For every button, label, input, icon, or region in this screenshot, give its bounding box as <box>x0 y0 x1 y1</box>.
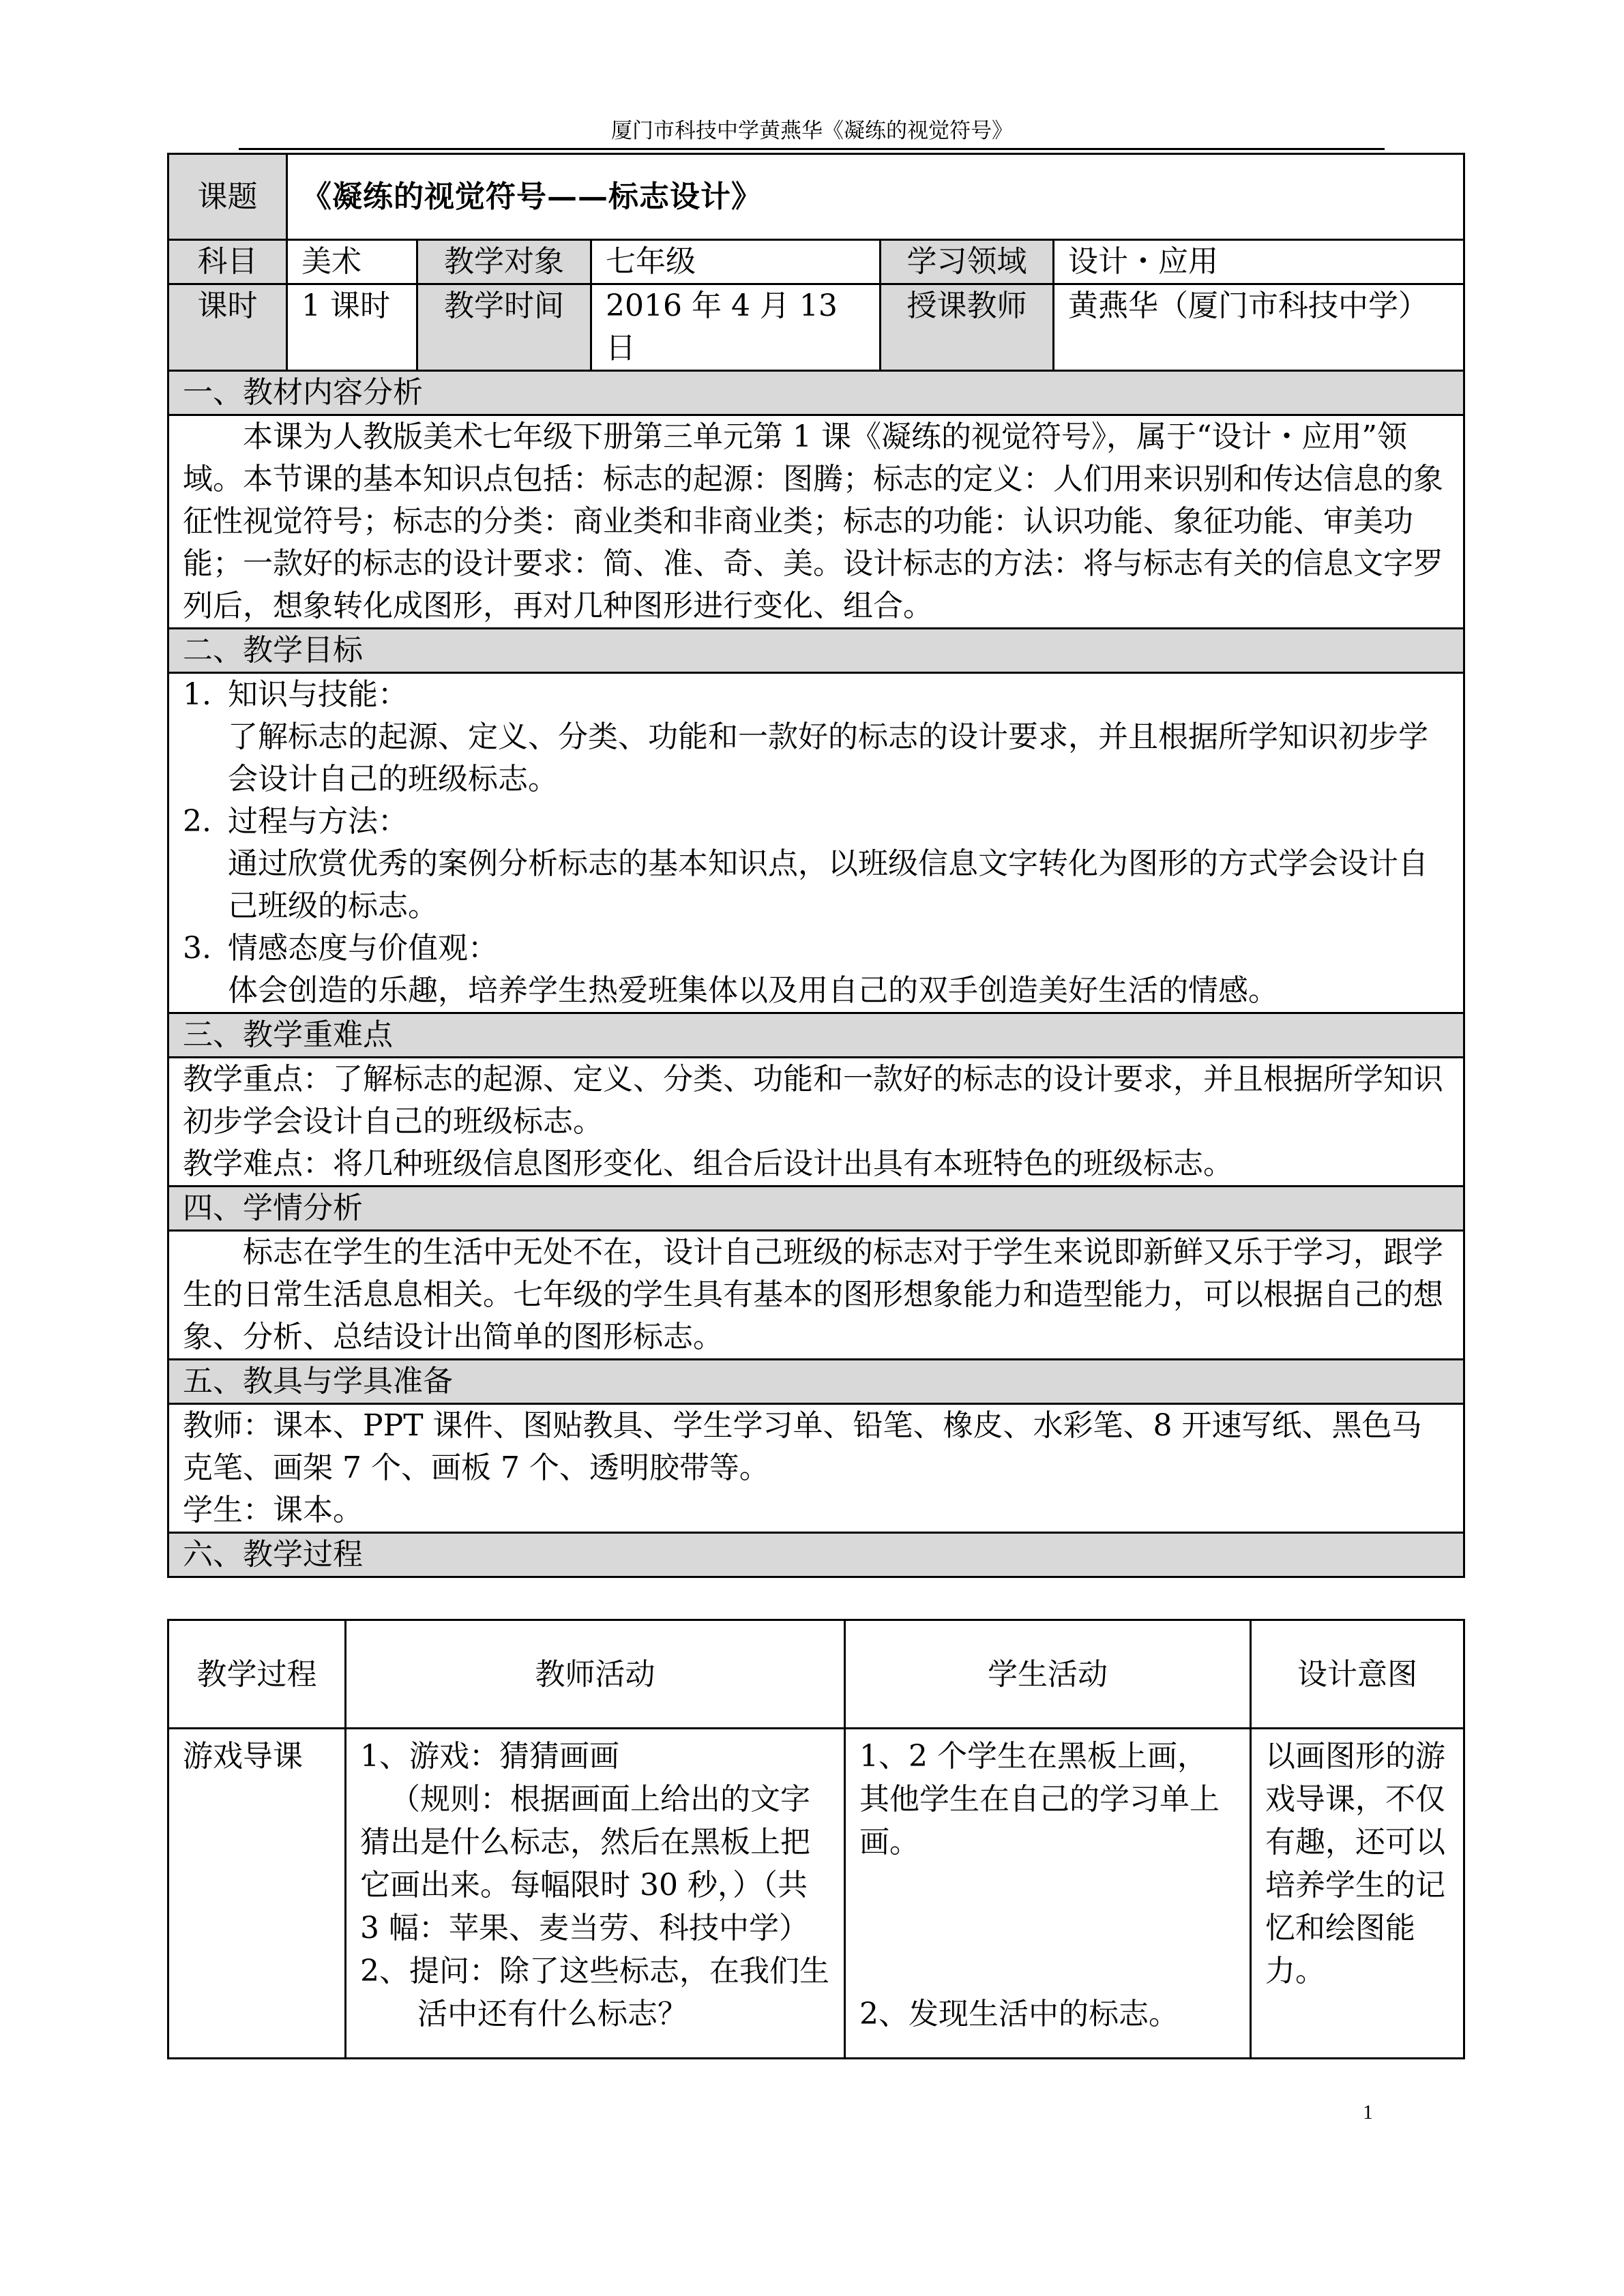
material-analysis-text: 本课为人教版美术七年级下册第三单元第 1 课《凝练的视觉符号》，属于“设计・应用”领域。本节课的基本知识点包括：标志的起源：图腾；标志的定义：人们用来识别和传达信息的象征性视觉符号；标志的分类：商业类和非商业类；标志的功能：认识功能、象征功能、审美功能；一款好的标志的设计要求：简、准、奇、美。设计标志的方法：将与标志有关的信息文字罗列后，想象转化成图形，再对几种图形进行变化、组合。 <box>183 419 1443 623</box>
objective-detail: 了解标志的起源、定义、分类、功能和一款好的标志的设计要求，并且根据所学知识初步学会设计自己的班级标志。 <box>228 719 1428 796</box>
objective-detail: 通过欣赏优秀的案例分析标志的基本知识点，以班级信息文字转化为图形的方式学会设计自己班级的标志。 <box>228 846 1428 923</box>
difficult-point-text: 教学难点：将几种班级信息图形变化、组合后设计出具有本班特色的班级标志。 <box>183 1146 1233 1181</box>
audience-label: 教学对象 <box>417 240 591 284</box>
process-header-student: 学生活动 <box>845 1620 1251 1729</box>
section-title-key-points: 三、教学重难点 <box>168 1013 1464 1058</box>
student-analysis-text: 标志在学生的生活中无处不在，设计自己班级的标志对于学生来说即新鲜又乐于学习，跟学生的日常生活息息相关。七年级的学生具有基本的图形想象能力和造型能力，可以根据自己的想象、分析、总结设计出简单的图形标志。 <box>183 1235 1443 1354</box>
student-step: 2、发现生活中的标志。 <box>859 1997 1179 2031</box>
header-rule <box>239 148 1385 150</box>
title-label: 课题 <box>168 154 287 240</box>
student-materials-text: 学生：课本。 <box>183 1493 363 1527</box>
objectives-list <box>168 673 1464 1013</box>
subject-value: 美术 <box>287 240 417 284</box>
section-title-student-analysis: 四、学情分析 <box>168 1187 1464 1231</box>
teacher-step: 1、游戏：猜猜画画 <box>360 1739 619 1774</box>
process-teacher-activity <box>346 1729 845 2059</box>
key-point-text: 教学重点：了解标志的起源、定义、分类、功能和一款好的标志的设计要求，并且根据所学知识初步学会设计自己的班级标志。 <box>183 1062 1443 1139</box>
process-header-teacher: 教师活动 <box>346 1620 845 1729</box>
field-label: 学习领域 <box>881 240 1054 284</box>
student-step: 1、2 个学生在黑板上画，其他学生在自己的学习单上画。 <box>859 1739 1220 1860</box>
time-value: 2016 年 4 月 13 日 <box>591 284 881 371</box>
teacher-value: 黄燕华（厦门市科技中学） <box>1054 284 1464 371</box>
lesson-info-table <box>167 153 1465 1578</box>
process-stage: 游戏导课 <box>168 1729 346 2059</box>
hours-label: 课时 <box>168 284 287 371</box>
process-student-activity <box>845 1729 1251 2059</box>
process-header-stage: 教学过程 <box>168 1620 346 1729</box>
teacher-label: 授课教师 <box>881 284 1054 371</box>
objective-item: 3. 情感态度与价值观： <box>183 931 498 966</box>
subject-label: 科目 <box>168 240 287 284</box>
teacher-step: 2、提问：除了这些标志，在我们生活中还有什么标志？ <box>360 1954 829 2031</box>
process-design-intent: 以画图形的游戏导课，不仅有趣，还可以培养学生的记忆和绘图能力。 <box>1251 1729 1464 2059</box>
section-title-materials: 五、教具与学具准备 <box>168 1360 1464 1404</box>
section-title-objectives: 二、教学目标 <box>168 629 1464 673</box>
lesson-title: 《凝练的视觉符号——标志设计》 <box>287 154 1464 240</box>
field-value: 设计・应用 <box>1054 240 1464 284</box>
time-label: 教学时间 <box>417 284 591 371</box>
objective-item: 2. 过程与方法： <box>183 804 408 839</box>
teacher-step-detail: （规则：根据画面上给出的文字猜出是什么标志，然后在黑板上把它画出来。每幅限时 30 秒，）（共 3 幅：苹果、麦当劳、科技中学） <box>360 1782 810 1945</box>
page-number: 1 <box>1363 2101 1373 2123</box>
section-title-process: 六、教学过程 <box>168 1533 1464 1577</box>
section-title-material: 一、教材内容分析 <box>168 371 1464 415</box>
page-header: 厦门市科技中学黄燕华《凝练的视觉符号》 <box>611 119 1013 143</box>
process-header-intent: 设计意图 <box>1251 1620 1464 1729</box>
teaching-process-table <box>167 1619 1465 2059</box>
objective-item: 1. 知识与技能： <box>183 677 408 712</box>
teacher-materials-text: 教师：课本、PPT 课件、图贴教具、学生学习单、铅笔、橡皮、水彩笔、8 开速写纸、黑色马克笔、画架 7 个、画板 7 个、透明胶带等。 <box>183 1408 1422 1485</box>
objective-detail: 体会创造的乐趣，培养学生热爱班集体以及用自己的双手创造美好生活的情感。 <box>228 973 1278 1008</box>
audience-value: 七年级 <box>591 240 881 284</box>
hours-value: 1 课时 <box>287 284 417 371</box>
